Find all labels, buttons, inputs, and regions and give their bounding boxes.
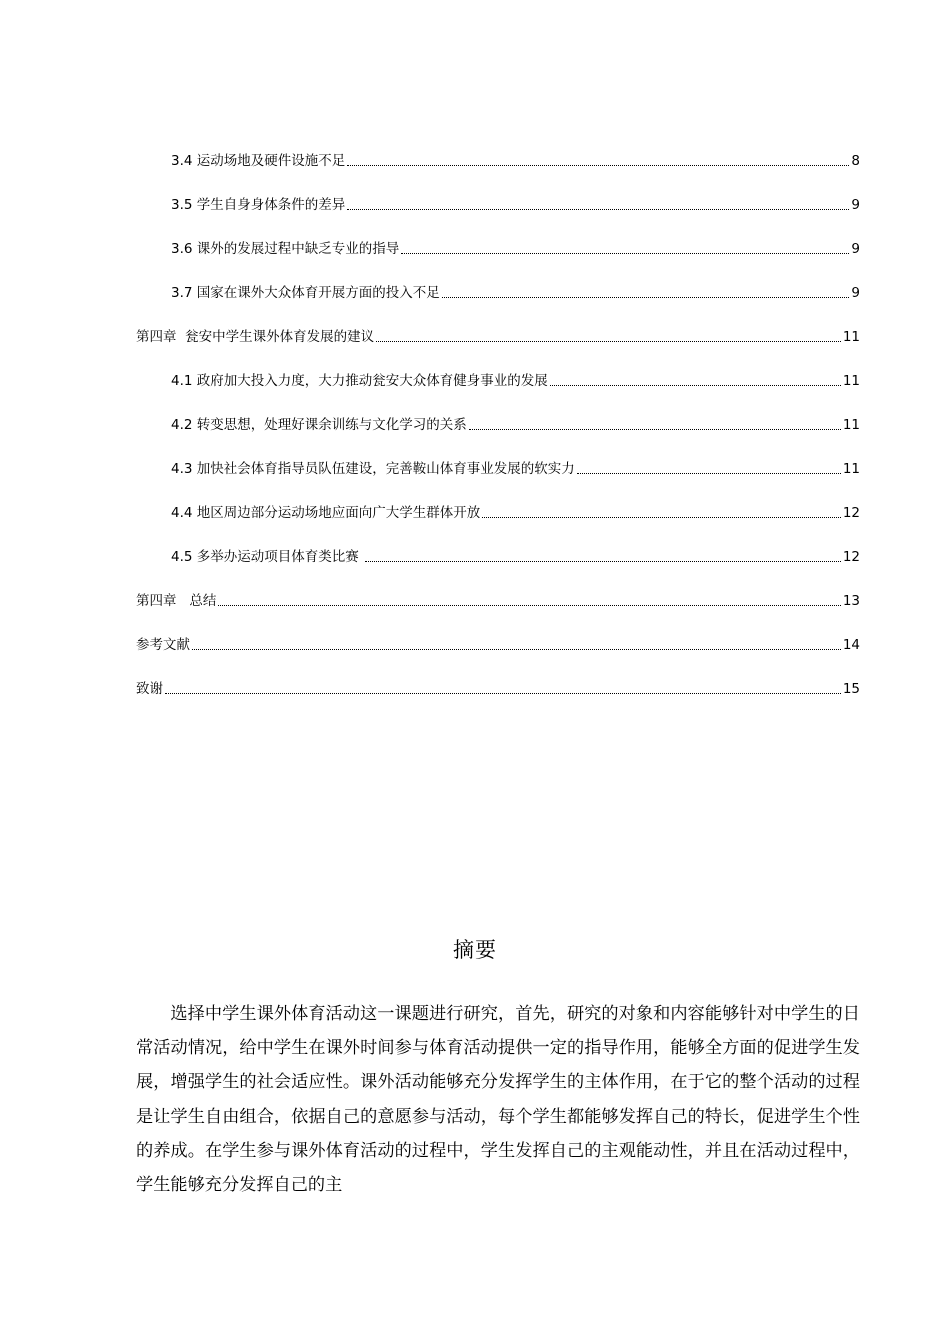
toc-entry-4-2[interactable] [171,416,860,434]
toc-leader-dots [442,296,850,298]
toc-entry-label: 4.5 多举办运动项目体育类比赛 [171,549,364,565]
toc-entry-page: 12 [842,505,860,521]
toc-entry-label: 第四章 瓮安中学生课外体育发展的建议 [136,329,375,345]
toc-entry-page: 11 [842,417,860,433]
toc-leader-dots [469,428,841,430]
toc-entry-page: 9 [851,285,860,301]
toc-entry-label: 第四章 总结 [136,593,217,609]
toc-entry-label: 3.7 国家在课外大众体育开展方面的投入不足 [171,285,440,301]
toc-entry-label: 4.3 加快社会体育指导员队伍建设，完善鞍山体育事业发展的软实力 [171,461,575,477]
abstract-paragraph: 选择中学生课外体育活动这一课题进行研究，首先，研究的对象和内容能够针对中学生的日常活动情况，给中学生在课外时间参与体育活动提供一定的指导作用，能够全方面的促进学生发展，增强学生的社会适应性。课外活动能够充分发挥学生的主体作用，在于它的整个活动的过程是让学生自由组合，依据自己的意愿参与活动，每个学生都能够发挥自己的特长，促进学生个性的养成。在学生参与课外体育活动的过程中，学生发挥自己的主观能动性，并且在活动过程中，学生能够充分发挥自己的主 [136,1004,860,1196]
toc-entry-3-6[interactable] [171,240,860,258]
toc-entry-label: 4.4 地区周边部分运动场地应面向广大学生群体开放 [171,505,481,521]
toc-entry-4-5[interactable] [171,548,860,566]
toc-entry-label: 4.1 政府加大投入力度，大力推动瓮安大众体育健身事业的发展 [171,373,548,389]
toc-entry-page: 9 [851,197,860,213]
toc-entry-3-4[interactable] [171,152,860,170]
toc-leader-dots [482,516,841,518]
toc-entry-page: 14 [842,637,860,653]
toc-entry-label: 参考文献 [136,637,190,653]
toc-entry-page: 8 [851,153,860,169]
toc-leader-dots [365,560,841,562]
toc-entry-acknowledgements[interactable] [136,680,860,698]
toc-entry-chapter-4[interactable] [136,328,860,346]
toc-leader-dots [192,648,841,650]
toc-entry-label: 3.6 课外的发展过程中缺乏专业的指导 [171,241,400,257]
toc-leader-dots [550,384,841,386]
toc-entry-4-1[interactable] [171,372,860,390]
toc-leader-dots [165,692,841,694]
toc-leader-dots [347,164,849,166]
toc-entry-3-5[interactable] [171,196,860,214]
toc-entry-label: 3.4 运动场地及硬件设施不足 [171,153,346,169]
toc-entry-page: 12 [842,549,860,565]
toc-leader-dots [401,252,849,254]
toc-entry-label: 3.5 学生自身身体条件的差异 [171,197,346,213]
toc-entry-4-4[interactable] [171,504,860,522]
toc-entry-references[interactable] [136,636,860,654]
toc-entry-page: 11 [842,373,860,389]
toc-entry-label: 4.2 转变思想，处理好课余训练与文化学习的关系 [171,417,467,433]
toc-entry-page: 9 [851,241,860,257]
toc-entry-label: 致谢 [136,681,163,697]
toc-leader-dots [577,472,841,474]
toc-entry-summary[interactable] [136,592,860,610]
toc-entry-page: 11 [842,461,860,477]
toc-leader-dots [218,604,840,606]
abstract-heading: 摘要 [453,938,497,962]
toc-leader-dots [376,340,841,342]
toc-leader-dots [347,208,849,210]
toc-entry-4-3[interactable] [171,460,860,478]
toc-entry-page: 11 [842,329,860,345]
toc-entry-page: 13 [842,593,860,609]
toc-entry-page: 15 [842,681,860,697]
toc-entry-3-7[interactable] [171,284,860,302]
